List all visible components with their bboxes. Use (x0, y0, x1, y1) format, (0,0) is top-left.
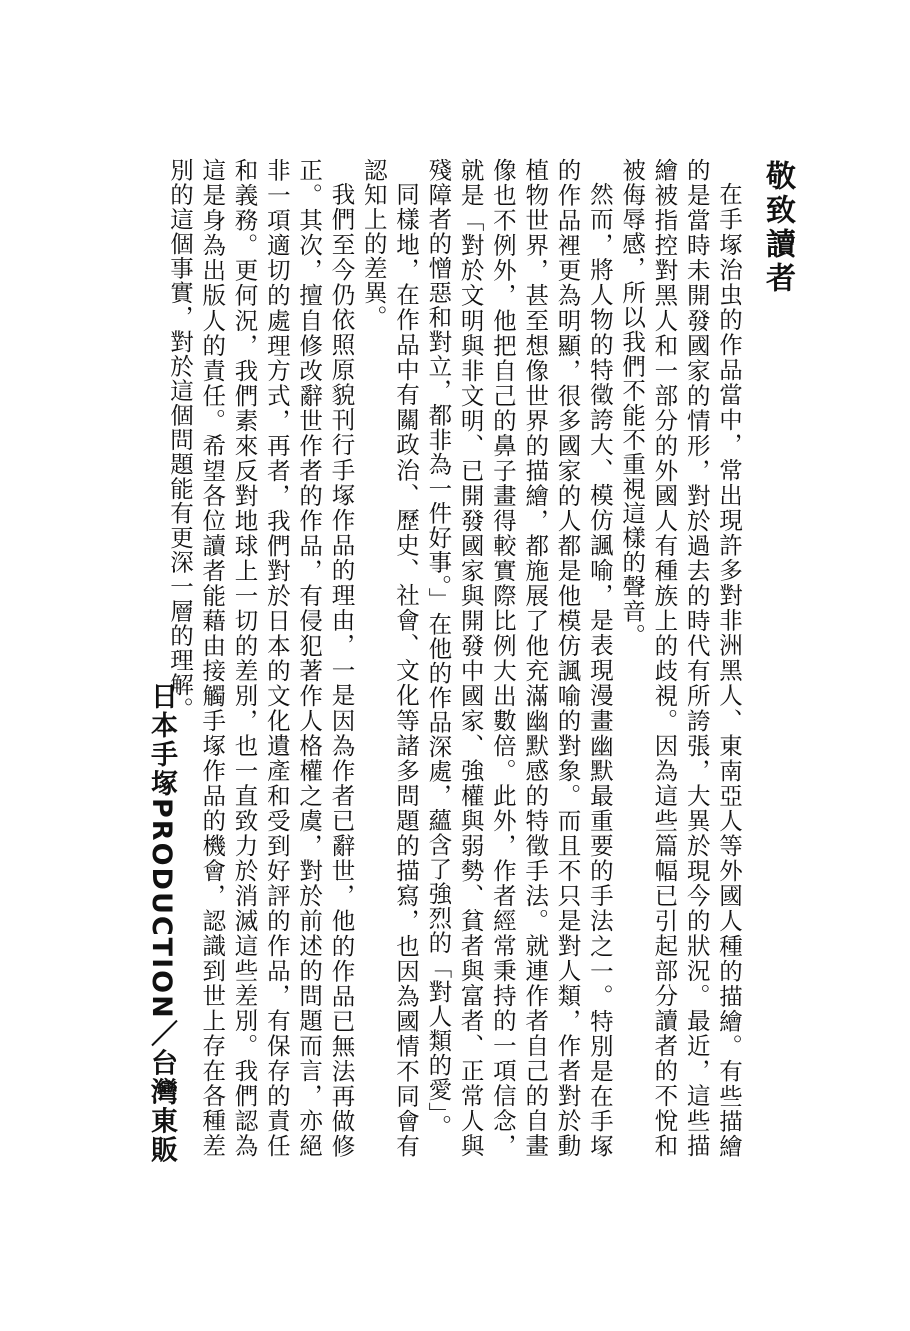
paragraph-2: 然而，將人物的特徵誇大、模仿諷喻，是表現漫畫幽默最重要的手法之一。特別是在手塚的作品裡更為明顯，很多國家的人都是他模仿諷喻的對象。而且不只是對人類，作者對於動植物世界，甚至想像世界的描繪，都施展了他充滿幽默感的特徵手法。就連作者自己的自畫像也不例外，他把自己的鼻子畫得較實際比例大出數倍。此外，作者經常秉持的一項信念，就是「對於文明與非文明、已開發國家與開發中國家、強權與弱勢、貧者與富者、正常人與殘障者的憎惡和對立，都非為一件好事。」在他的作品深處，蘊含了強烈的「對人類的愛」。 (424, 158, 614, 1158)
notice-body (160, 158, 745, 1158)
paragraph-1: 在手塚治虫的作品當中，常出現許多對非洲黑人、東南亞人等外國人種的描繪。有些描繪的是當時未開發國家的情形，對於過去的時代有所誇張，大異於現今的狀況。最近，這些描繪被指控對黑人和一部分的外國人有種族上的歧視。因為這些篇幅已引起部分讀者的不悅和被侮辱感，所以我們不能不重視這樣的聲音。 (618, 158, 743, 1158)
paragraph-3: 同樣地，在作品中有關政治、歷史、社會、文化等諸多問題的描寫，也因為國情不同會有認知上的差異。 (359, 158, 421, 1158)
publisher-signature: 日本手塚PRODUCTION／台灣東販 (146, 682, 177, 1165)
paragraph-4: 我們至今仍依照原貌刊行手塚作品的理由，一是因為作者已辭世，他的作品已無法再做修正。其次，擅自修改辭世作者的作品，有侵犯著作人格權之虞，對於前述的問題而言，亦絕非一項適切的處理方式，再者，我們對於日本的文化遺產和受到好評的作品，有保存的責任和義務。更何況，我們素來反對地球上一切的差別，也一直致力於消滅這些差別。我們認為這是身為出版人的責任。希望各位讀者能藉由接觸手塚作品的機會，認識到世上存在各種差別的這個事實，對於這個問題能有更深一層的理解。 (165, 158, 356, 1158)
page-title: 敬致讀者 (760, 160, 795, 296)
